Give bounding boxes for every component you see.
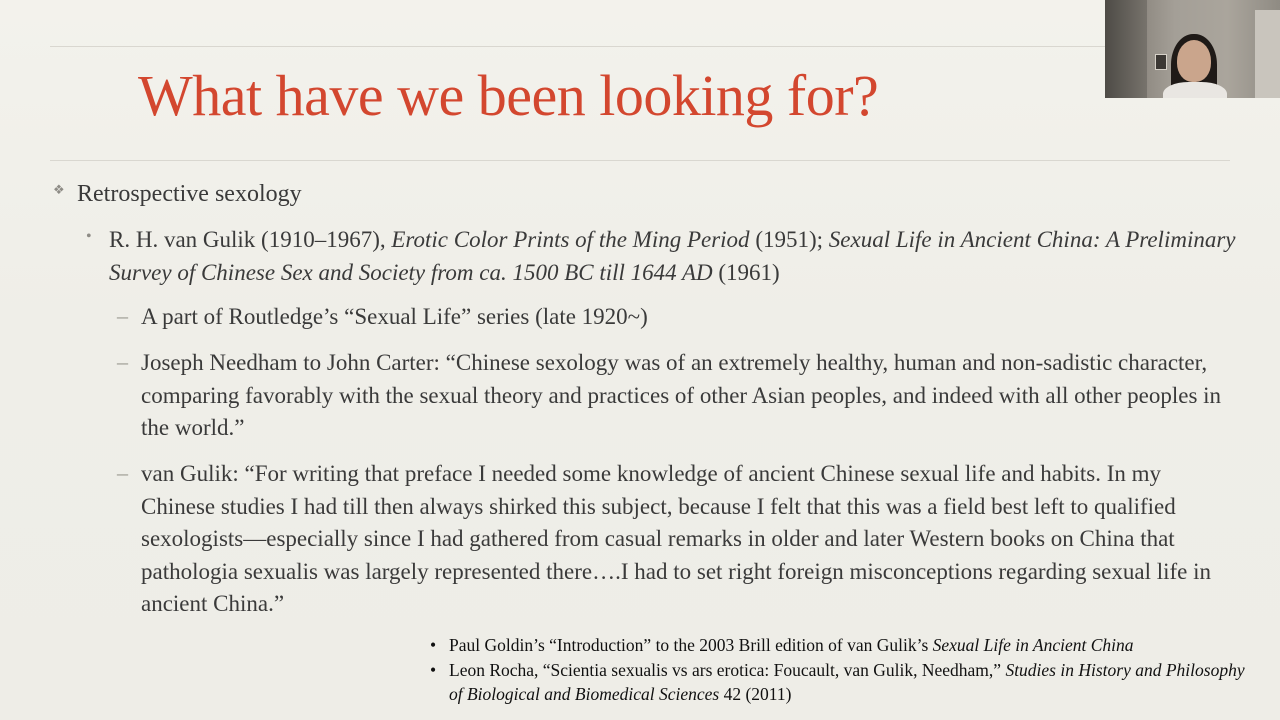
reference-italic-title: Sexual Life in Ancient China [932,635,1134,655]
slide-title: What have we been looking for? [138,63,879,128]
reference-tail: 42 (2011) [719,684,792,704]
sub-point-needham-quote: Joseph Needham to John Carter: “Chinese sexology was of an extremely healthy, human and non-sadistic character, comparing favorably with the sexual theory and practices of other Asian peoples, and indeed with all other peoples in the world.” [141,350,1222,440]
diamond-bullet-icon: ❖ [53,182,65,197]
van-gulik-works-item [109,224,1244,289]
references-list [430,633,1250,707]
reference-text: Paul Goldin’s “Introduction” to the 2003 Brill edition of van Gulik’s [449,635,933,655]
work2-title: Sexual Life in Ancient China: A Preliminary Survey of Chinese Sex and Society from ca. 1500 BC till 1644 AD [109,227,1236,285]
author-text: R. H. van Gulik (1910–1967), [109,227,392,252]
reference-bullet-icon: • [430,635,437,655]
bullet-retrospective-sexology: Retrospective sexology [77,181,302,207]
work2-year: (1961) [712,259,780,285]
sub-point-van-gulik-quote: van Gulik: “For writing that preface I needed some knowledge of ancient Chinese sexual life and habits. In my Chinese studies I had till then always shirked this subject, because I felt that this was a field best left to qualified sexologists—especially since I had gathered from casual remarks in older and later Western books on China that pathologia sexualis was largely represented there….I had to set right foreign misconceptions regarding sexual life in ancient China.” [141,461,1212,616]
work1-year: (1951); [749,227,829,252]
reference-item [430,658,1250,707]
work1-title: Erotic Color Prints of the Ming Period [391,227,750,252]
dash-bullet-icon: – [117,303,128,328]
sub-point-routledge: A part of Routledge’s “Sexual Life” series (late 1920~) [141,304,648,329]
reference-item [430,633,1250,658]
dash-bullet-icon: – [117,460,128,485]
reference-text: Leon Rocha, “Scientia sexualis vs ars erotica: Foucault, van Gulik, Needham,” [449,659,1006,680]
dash-bullet-icon: – [117,349,128,374]
reference-italic-title: Studies in History and Philosophy of Biological and Biomedical Sciences [449,659,1245,704]
reference-bullet-icon: • [430,659,437,680]
bullet-icon: • [86,228,92,245]
